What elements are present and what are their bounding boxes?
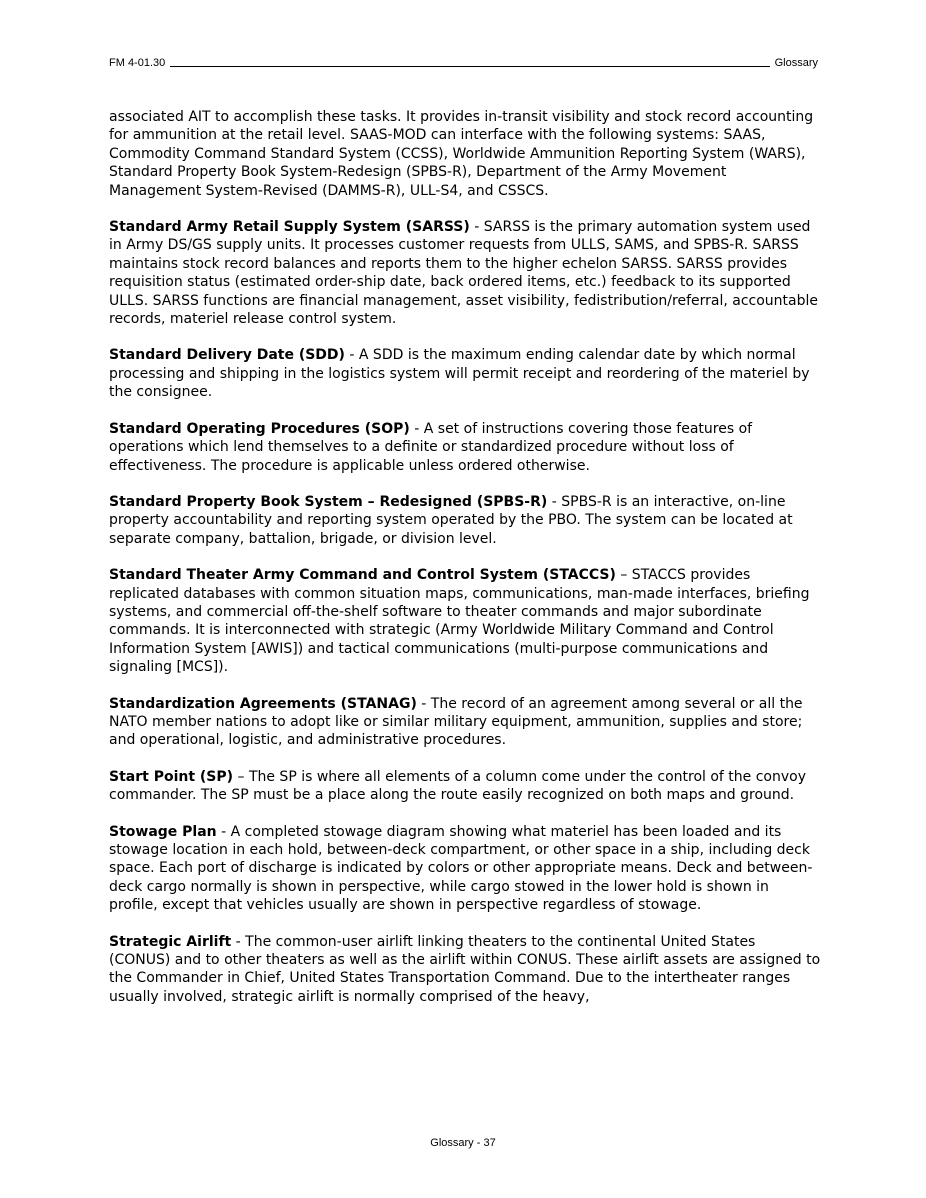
- glossary-entry-strategic-airlift: [109, 933, 821, 1007]
- glossary-body: [109, 108, 821, 1024]
- entry-definition: - SPBS-R is an interactive, on-line property accountability and reporting system operated by the PBO. The system can be located at separate company, battalion, brigade, or division level.: [109, 493, 793, 547]
- page-number: Glossary - 37: [430, 1137, 496, 1149]
- glossary-entry-start-point: [109, 768, 821, 805]
- glossary-entry-stowage-plan: [109, 823, 821, 915]
- entry-term: Standard Delivery Date (SDD): [109, 347, 345, 364]
- entry-definition: - A completed stowage diagram showing what materiel has been loaded and its stowage location in each hold, between-deck compartment, or other space in a ship, including deck space. Each port of discharge is indicated by colors or other appropriate means. Deck and between-deck cargo normally is shown in perspective, while cargo stowed in the lower hold is shown in profile, except that vehicles usually are shown in perspective regardless of stowage.: [109, 823, 813, 914]
- glossary-entry-continued: [109, 108, 821, 200]
- entry-definition: – STACCS provides replicated databases with common situation maps, communications, man-made interfaces, briefing systems, and commercial off-the-shelf software to theater commands and major subordinate commands. It is interconnected with strategic (Army Worldwide Military Command and Control Information System [AWIS]) and tactical communications (multi-purpose communications and signaling [MCS]).: [109, 567, 810, 676]
- entry-term: Start Point (SP): [109, 768, 234, 785]
- entry-term: Standard Army Retail Supply System (SARSS): [109, 219, 470, 236]
- manual-number: FM 4-01.30: [109, 57, 166, 69]
- glossary-entry-spbs-r: [109, 493, 821, 548]
- entry-definition: – The SP is where all elements of a column come under the control of the convoy commander. The SP must be a place along the route easily recognized on both maps and ground.: [109, 768, 807, 804]
- entry-term: Standard Property Book System – Redesigned (SPBS-R): [109, 493, 548, 510]
- entry-term: Standard Operating Procedures (SOP): [109, 420, 410, 437]
- entry-term: Standardization Agreements (STANAG): [109, 695, 417, 712]
- entry-definition: - SARSS is the primary automation system used in Army DS/GS supply units. It processes customer requests from ULLS, SAMS, and SPBS-R. SARSS maintains stock record balances and reports them to the higher echelon SARSS. SARSS provides requisition status (estimated order-ship date, back ordered items, etc.) feedback to its supported ULLS. SARSS functions are financial management, asset visibility, fedistribution/referral, accountable records, materiel release control system.: [109, 219, 818, 328]
- glossary-entry-sarss: [109, 218, 821, 328]
- entry-definition: - The record of an agreement among several or all the NATO member nations to adopt like or similar military equipment, ammunition, supplies and store; and operational, logistic, and administrative procedures.: [109, 695, 803, 749]
- page-header: [109, 55, 818, 69]
- entry-term: Stowage Plan: [109, 823, 217, 840]
- entry-definition: - The common-user airlift linking theaters to the continental United States (CONUS) and to other theaters as well as the airlift within CONUS. These airlift assets are assigned to the Commander in Chief, United States Transportation Command. Due to the intertheater ranges usually involved, strategic airlift is normally comprised of the heavy,: [109, 933, 821, 1005]
- header-rule: [170, 66, 769, 67]
- glossary-entry-sdd: [109, 346, 821, 401]
- entry-definition: - A SDD is the maximum ending calendar date by which normal processing and shipping in the logistics system will permit receipt and reordering of the materiel by the consignee.: [109, 347, 810, 401]
- entry-definition: associated AIT to accomplish these tasks. It provides in-transit visibility and stock record accounting for ammunition at the retail level. SAAS-MOD can interface with the following systems: SAAS, Commodity Command Standard System (CCSS), Worldwide Ammunition Reporting System (WARS), Standard Property Book System-Redesign (SPBS-R), Department of the Army Movement Management System-Revised (DAMMS-R), ULL-S4, and CSSCS.: [109, 109, 814, 199]
- glossary-entry-staccs: [109, 566, 821, 676]
- entry-definition: - A set of instructions covering those features of operations which lend themselves to a definite or standardized procedure without loss of effectiveness. The procedure is applicable unless ordered otherwise.: [109, 420, 753, 474]
- entry-term: Standard Theater Army Command and Control System (STACCS): [109, 567, 616, 584]
- glossary-entry-sop: [109, 420, 821, 475]
- section-title: Glossary: [774, 57, 818, 69]
- glossary-entry-stanag: [109, 695, 821, 750]
- entry-term: Strategic Airlift: [109, 933, 232, 950]
